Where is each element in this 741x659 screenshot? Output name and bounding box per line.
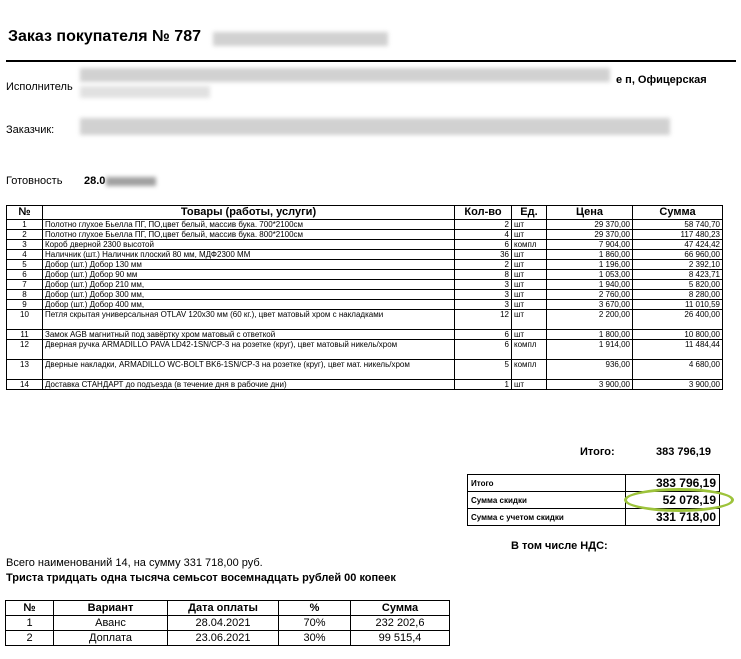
pay-sum: 99 515,4 <box>351 631 450 646</box>
row-qty: 3 <box>455 300 512 310</box>
summary-total-label: Итого <box>468 475 626 492</box>
row-sum: 66 960,00 <box>633 250 723 260</box>
table-row <box>7 280 723 290</box>
table-row <box>7 290 723 300</box>
row-number: 9 <box>7 300 43 310</box>
payments-header-row <box>6 601 450 616</box>
table-row <box>7 230 723 240</box>
row-sum: 117 480,23 <box>633 230 723 240</box>
page-title <box>8 28 201 46</box>
col-header-price: Цена <box>547 206 633 220</box>
row-qty: 6 <box>455 340 512 360</box>
redacted-order-number <box>213 32 388 46</box>
row-unit: шт <box>512 330 547 340</box>
table-row <box>7 380 723 390</box>
row-number: 11 <box>7 330 43 340</box>
items-count-line: Всего наименований 14, на сумму 331 718,00 руб. <box>6 557 263 569</box>
row-unit: шт <box>512 290 547 300</box>
table-row <box>7 270 723 280</box>
col-header-number: № <box>7 206 43 220</box>
row-sum: 47 424,42 <box>633 240 723 250</box>
row-qty: 2 <box>455 260 512 270</box>
row-qty: 6 <box>455 330 512 340</box>
row-sum: 26 400,00 <box>633 310 723 330</box>
table-row <box>7 330 723 340</box>
row-name: Доставка СТАНДАРТ до подъезда (в течение дня в рабочие дни) <box>43 380 455 390</box>
row-sum: 3 900,00 <box>633 380 723 390</box>
row-number: 10 <box>7 310 43 330</box>
row-name: Добор (шт.) Добор 300 мм, <box>43 290 455 300</box>
row-number: 3 <box>7 240 43 250</box>
row-price: 29 370,00 <box>547 230 633 240</box>
items-header-row <box>7 206 723 220</box>
summary-discount-label: Сумма скидки <box>468 492 626 509</box>
table-row <box>7 220 723 230</box>
row-price: 1 940,00 <box>547 280 633 290</box>
row-qty: 4 <box>455 230 512 240</box>
row-unit: шт <box>512 310 547 330</box>
row-number: 2 <box>7 230 43 240</box>
row-sum: 2 392,10 <box>633 260 723 270</box>
discount-highlight-ellipse <box>624 488 734 512</box>
redacted-customer <box>80 118 670 135</box>
row-name: Замок AGB магнитный под завёртку хром матовый с ответкой <box>43 330 455 340</box>
row-number: 12 <box>7 340 43 360</box>
total-value: 383 796,19 <box>656 446 712 458</box>
col-header-sum: Сумма <box>633 206 723 220</box>
row-unit: компл <box>512 340 547 360</box>
row-unit: шт <box>512 280 547 290</box>
row-price: 1 860,00 <box>547 250 633 260</box>
row-qty: 2 <box>455 220 512 230</box>
pay-col-date: Дата оплаты <box>168 601 279 616</box>
row-name: Петля скрытая универсальная OTLAV 120x30 мм (60 кг.), цвет матовый хром с накладками <box>43 310 455 330</box>
col-header-qty: Кол-во <box>455 206 512 220</box>
row-unit: шт <box>512 230 547 240</box>
pay-variant: Доплата <box>54 631 168 646</box>
pay-date: 23.06.2021 <box>168 631 279 646</box>
row-unit: шт <box>512 260 547 270</box>
summary-discounted-label: Сумма с учетом скидки <box>468 509 626 526</box>
table-row <box>7 240 723 250</box>
row-number: 1 <box>7 220 43 230</box>
row-price: 2 760,00 <box>547 290 633 300</box>
row-name: Добор (шт.) Добор 130 мм <box>43 260 455 270</box>
readiness-value: 28.0 <box>84 175 106 187</box>
pay-col-sum: Сумма <box>351 601 450 616</box>
row-number: 13 <box>7 360 43 380</box>
row-unit: шт <box>512 300 547 310</box>
row-number: 14 <box>7 380 43 390</box>
row-price: 1 800,00 <box>547 330 633 340</box>
payments-table <box>5 600 450 646</box>
table-row <box>7 300 723 310</box>
pay-col-percent: % <box>279 601 351 616</box>
row-qty: 3 <box>455 280 512 290</box>
row-price: 2 200,00 <box>547 310 633 330</box>
row-sum: 11 010,59 <box>633 300 723 310</box>
row-sum: 10 800,00 <box>633 330 723 340</box>
row-qty: 36 <box>455 250 512 260</box>
contractor-label: Исполнитель <box>6 81 73 93</box>
row-sum: 8 280,00 <box>633 290 723 300</box>
customer-label: Заказчик: <box>6 124 55 136</box>
pay-col-variant: Вариант <box>54 601 168 616</box>
row-price: 1 053,00 <box>547 270 633 280</box>
table-row <box>6 616 450 631</box>
row-unit: шт <box>512 250 547 260</box>
title-divider <box>6 60 736 62</box>
row-price: 7 904,00 <box>547 240 633 250</box>
readiness-label: Готовность <box>6 175 63 187</box>
redacted-contractor-line2 <box>80 86 210 98</box>
amount-in-words: Триста тридцать одна тысяча семьсот восемнадцать рублей 00 копеек <box>6 572 396 584</box>
row-name: Дверная ручка ARMADILLO PAVA LD42-1SN/CP-3 на розетке (круг), цвет матовый никель/хром <box>43 340 455 360</box>
row-qty: 3 <box>455 290 512 300</box>
row-qty: 1 <box>455 380 512 390</box>
table-row <box>7 260 723 270</box>
row-name: Наличник (шт.) Наличник плоский 80 мм, МДФ2300 ММ <box>43 250 455 260</box>
row-price: 29 370,00 <box>547 220 633 230</box>
row-name: Добор (шт.) Добор 90 мм <box>43 270 455 280</box>
pay-number: 1 <box>6 616 54 631</box>
items-table <box>6 205 723 390</box>
row-name: Добор (шт.) Добор 400 мм, <box>43 300 455 310</box>
row-price: 936,00 <box>547 360 633 380</box>
row-unit: компл <box>512 240 547 250</box>
row-sum: 5 820,00 <box>633 280 723 290</box>
total-label: Итого: <box>580 446 615 458</box>
row-price: 1 196,00 <box>547 260 633 270</box>
row-number: 8 <box>7 290 43 300</box>
summary-total-value: 383 796,19 <box>626 475 720 492</box>
col-header-unit: Ед. <box>512 206 547 220</box>
col-header-goods: Товары (работы, услуги) <box>43 206 455 220</box>
row-unit: шт <box>512 220 547 230</box>
pay-date: 28.04.2021 <box>168 616 279 631</box>
row-price: 3 670,00 <box>547 300 633 310</box>
pay-percent: 70% <box>279 616 351 631</box>
redacted-readiness <box>106 177 156 186</box>
table-row <box>7 360 723 380</box>
title-text: Заказ покупателя № 787 <box>8 28 201 45</box>
summary-discount-value: 52 078,19 <box>626 492 720 509</box>
row-unit: компл <box>512 360 547 380</box>
redacted-contractor <box>80 68 610 82</box>
row-name: Добор (шт.) Добор 210 мм, <box>43 280 455 290</box>
row-price: 3 900,00 <box>547 380 633 390</box>
row-sum: 11 484,44 <box>633 340 723 360</box>
table-row <box>7 250 723 260</box>
pay-percent: 30% <box>279 631 351 646</box>
row-name: Короб дверной 2300 высотой <box>43 240 455 250</box>
row-name: Полотно глухое Бьелла ПГ, ПО,цвет белый, массив бука. 800*2100см <box>43 230 455 240</box>
row-qty: 6 <box>455 240 512 250</box>
pay-sum: 232 202,6 <box>351 616 450 631</box>
contractor-address-tail: е п, Офицерская <box>616 74 707 86</box>
row-number: 7 <box>7 280 43 290</box>
pay-number: 2 <box>6 631 54 646</box>
row-sum: 8 423,71 <box>633 270 723 280</box>
pay-variant: Аванс <box>54 616 168 631</box>
row-qty: 8 <box>455 270 512 280</box>
row-name: Полотно глухое Бьелла ПГ, ПО,цвет белый, массив бука. 700*2100см <box>43 220 455 230</box>
row-unit: шт <box>512 380 547 390</box>
row-name: Дверные накладки, ARMADILLO WC-BOLT BK6-1SN/CP-3 на розетке (круг), цвет мат. никель/хром <box>43 360 455 380</box>
row-qty: 5 <box>455 360 512 380</box>
pay-col-number: № <box>6 601 54 616</box>
row-sum: 58 740,70 <box>633 220 723 230</box>
row-number: 6 <box>7 270 43 280</box>
row-sum: 4 680,00 <box>633 360 723 380</box>
row-price: 1 914,00 <box>547 340 633 360</box>
table-row <box>7 340 723 360</box>
row-qty: 12 <box>455 310 512 330</box>
row-number: 4 <box>7 250 43 260</box>
row-number: 5 <box>7 260 43 270</box>
row-unit: шт <box>512 270 547 280</box>
table-row <box>6 631 450 646</box>
vat-label: В том числе НДС: <box>511 540 608 552</box>
summary-discounted-value: 331 718,00 <box>626 509 720 526</box>
table-row <box>7 310 723 330</box>
